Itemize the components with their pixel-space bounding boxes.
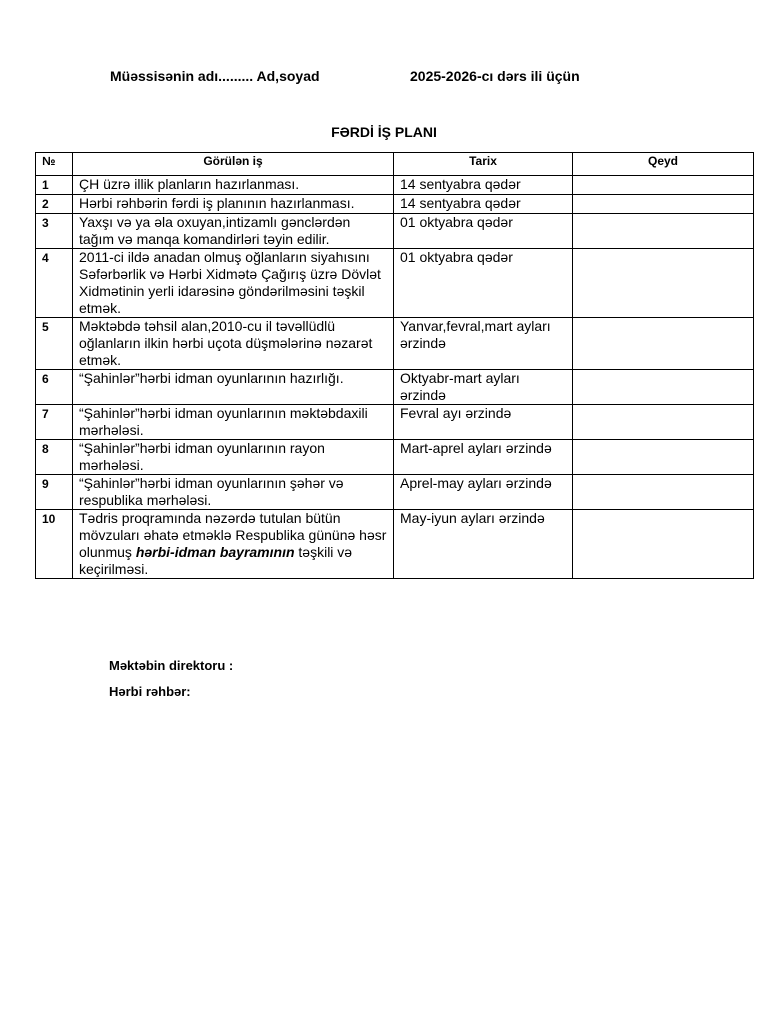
row-number: 1	[36, 176, 73, 195]
table-row	[36, 195, 754, 214]
note-cell	[573, 249, 754, 318]
academic-year: 2025-2026-cı dərs ili üçün	[410, 68, 580, 84]
table-row	[36, 405, 754, 440]
work-text: ÇH üzrə illik planların hazırlanması.	[79, 176, 300, 192]
note-cell	[573, 195, 754, 214]
director-signature-label: Məktəbin direktoru :	[109, 658, 234, 673]
work-cell	[73, 176, 394, 195]
work-text-emphasis: hərbi-idman bayramının	[135, 544, 295, 560]
work-text: Yaxşı və ya əla oxuyan,intizamlı gənclərdən tağım və manqa komandirləri təyin edilir.	[79, 214, 351, 247]
date-cell: 14 sentyabra qədər	[394, 176, 573, 195]
date-cell: Oktyabr-mart ayları ərzində	[394, 370, 573, 405]
work-text: “Şahinlər”hərbi idman oyunlarının şəhər və respublika mərhələsi.	[79, 475, 344, 508]
row-number: 3	[36, 214, 73, 249]
work-text: Məktəbdə təhsil alan,2010-cu il təvəllüdlü oğlanların ilkin hərbi uçota düşmələrinə nəzarət etmək.	[79, 318, 373, 368]
document-title: FƏRDİ İŞ PLANI	[331, 124, 437, 140]
work-text-tail: təşkili və keçirilməsi.	[79, 544, 353, 577]
table-row	[36, 214, 754, 249]
table-row	[36, 249, 754, 318]
institution-line: Müəssisənin adı......... Ad,soyad	[110, 68, 320, 84]
work-cell	[73, 249, 394, 318]
note-cell	[573, 405, 754, 440]
work-cell	[73, 405, 394, 440]
note-cell	[573, 475, 754, 510]
date-cell: Mart-aprel ayları ərzində	[394, 440, 573, 475]
table-row	[36, 318, 754, 370]
column-header-note: Qeyd	[573, 153, 754, 176]
row-number: 6	[36, 370, 73, 405]
note-cell	[573, 214, 754, 249]
date-cell: 01 oktyabra qədər	[394, 249, 573, 318]
work-text: Tədris proqramında nəzərdə tutulan bütün mövzuları əhatə etməklə Respublika gününə həsr olunmuş	[79, 510, 387, 560]
note-cell	[573, 440, 754, 475]
table-row	[36, 440, 754, 475]
row-number: 10	[36, 510, 73, 579]
work-cell	[73, 214, 394, 249]
plan-table-body	[36, 176, 754, 579]
date-cell: May-iyun ayları ərzində	[394, 510, 573, 579]
row-number: 5	[36, 318, 73, 370]
work-text: 2011-ci ildə anadan olmuş oğlanların siyahısını Səfərbərlik və Hərbi Xidmətə Çağırış üzrə Dövlət Xidmətinin yerli idarəsinə göndərilməsini təşkil etmək.	[79, 249, 381, 316]
date-cell: Yanvar,fevral,mart ayları ərzində	[394, 318, 573, 370]
row-number: 4	[36, 249, 73, 318]
column-header-number: №	[36, 153, 73, 176]
table-header-row	[36, 153, 754, 176]
work-text: Hərbi rəhbərin fərdi iş planının hazırlanması.	[79, 195, 355, 211]
row-number: 8	[36, 440, 73, 475]
work-text: “Şahinlər”hərbi idman oyunlarının rayon mərhələsi.	[79, 440, 325, 473]
work-cell	[73, 475, 394, 510]
row-number: 9	[36, 475, 73, 510]
work-cell	[73, 510, 394, 579]
work-cell	[73, 440, 394, 475]
work-text: “Şahinlər”hərbi idman oyunlarının hazırlığı.	[79, 370, 344, 386]
date-cell: Aprel-may ayları ərzində	[394, 475, 573, 510]
work-cell	[73, 370, 394, 405]
row-number: 2	[36, 195, 73, 214]
table-row	[36, 475, 754, 510]
note-cell	[573, 318, 754, 370]
table-row	[36, 176, 754, 195]
work-cell	[73, 195, 394, 214]
date-cell: 14 sentyabra qədər	[394, 195, 573, 214]
column-header-date: Tarix	[394, 153, 573, 176]
plan-table	[35, 152, 754, 579]
note-cell	[573, 176, 754, 195]
work-text: “Şahinlər”hərbi idman oyunlarının məktəbdaxili mərhələsi.	[79, 405, 368, 438]
table-row	[36, 370, 754, 405]
military-head-signature-label: Hərbi rəhbər:	[109, 684, 191, 699]
date-cell: 01 oktyabra qədər	[394, 214, 573, 249]
date-cell: Fevral ayı ərzində	[394, 405, 573, 440]
note-cell	[573, 510, 754, 579]
table-row	[36, 510, 754, 579]
note-cell	[573, 370, 754, 405]
column-header-work: Görülən iş	[73, 153, 394, 176]
row-number: 7	[36, 405, 73, 440]
work-cell	[73, 318, 394, 370]
